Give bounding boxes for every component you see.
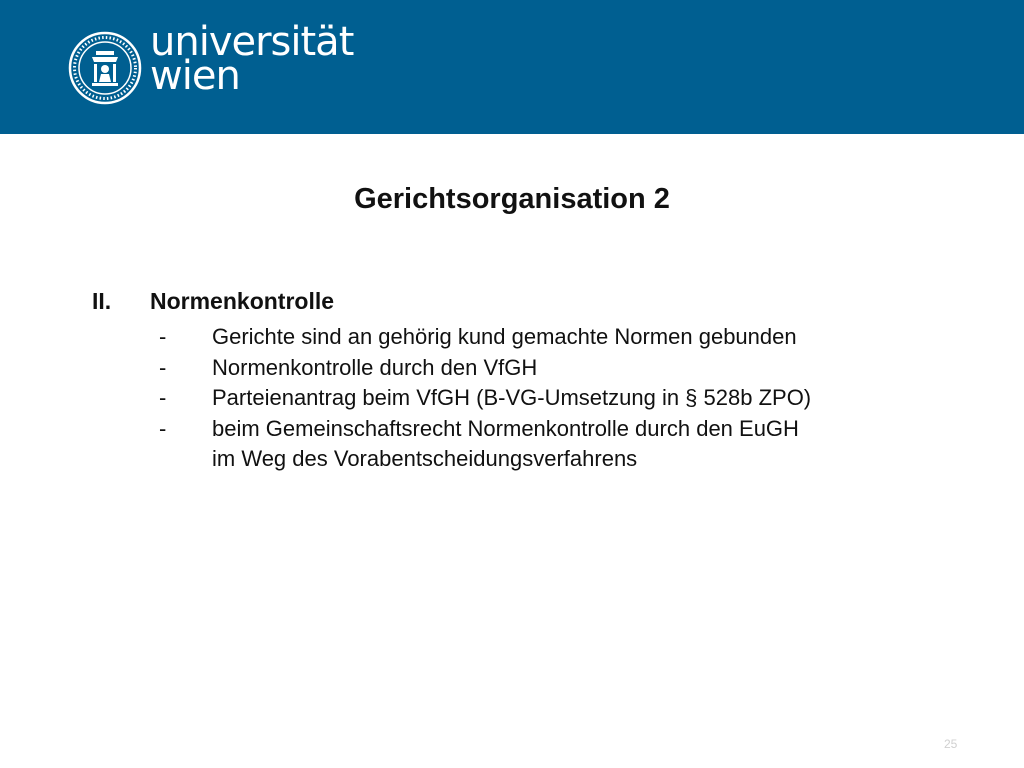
bullet-item [155, 322, 811, 353]
section-title: Normenkontrolle [150, 288, 335, 314]
bullet-continuation: im Weg des Vorabentscheidungsverfahrens [212, 446, 638, 471]
section-number: II. [92, 288, 112, 314]
bullet-text: Parteienantrag beim VfGH (B-VG-Umsetzung in § 528b ZPO) [212, 385, 812, 410]
bullet-text: beim Gemeinschaftsrecht Normenkontrolle durch den EuGH [212, 415, 799, 441]
header-bar [0, 0, 1024, 134]
university-logo [150, 19, 354, 99]
bullet-list [155, 322, 811, 475]
bullet-dash: - [159, 354, 167, 380]
bullet-item [155, 383, 811, 414]
bullet-item [155, 414, 811, 475]
logo-line-2: wien [150, 53, 240, 99]
bullet-dash: - [159, 324, 167, 349]
bullet-text: Normenkontrolle durch den VfGH [212, 354, 538, 380]
bullet-dash: - [159, 385, 167, 410]
bullet-item [155, 353, 811, 384]
bullet-dash: - [159, 415, 167, 441]
bullet-text: Gerichte sind an gehörig kund gemachte Normen gebunden [212, 324, 797, 349]
logo-line-1: universität [150, 19, 354, 65]
page-number: 25 [944, 737, 958, 751]
university-seal-icon [68, 31, 142, 105]
slide-title: Gerichtsorganisation 2 [354, 183, 670, 215]
section-heading [92, 288, 334, 315]
